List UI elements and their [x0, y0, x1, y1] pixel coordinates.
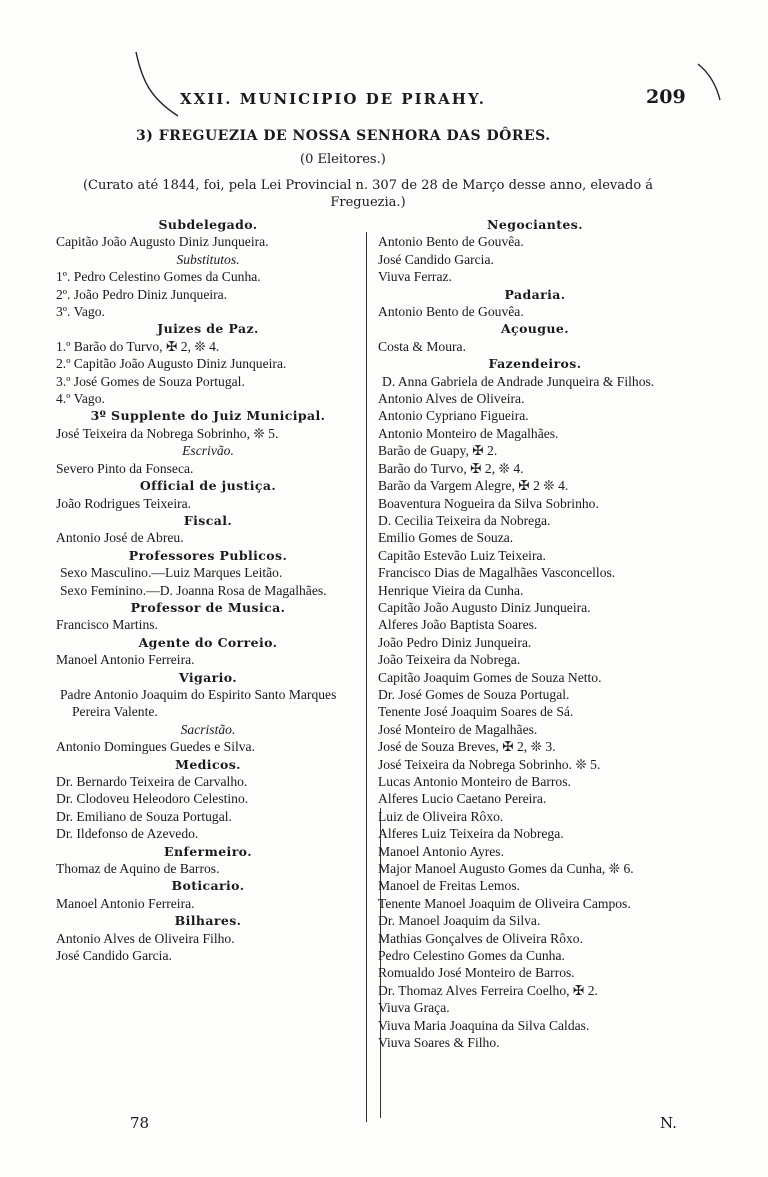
list-item: Capitão Joaquim Gomes de Souza Netto.	[378, 669, 602, 685]
list-item: José Candido Garcia.	[378, 251, 494, 267]
list-item: 2º. João Pedro Diniz Junqueira.	[56, 286, 228, 302]
list-item: Francisco Martins.	[56, 617, 158, 633]
list-item: Henrique Vieira da Cunha.	[378, 582, 524, 598]
list-item: Viuva Graça.	[378, 1000, 450, 1016]
list-item: Mathias Gonçalves de Oliveira Rôxo.	[378, 930, 583, 946]
list-item: José Monteiro de Magalhães.	[378, 721, 538, 737]
list-item: Romualdo José Monteiro de Barros.	[378, 965, 575, 981]
section-heading: Subdelegado.	[158, 217, 258, 232]
list-item: Manoel de Freitas Lemos.	[378, 878, 520, 894]
section-heading: 3º Supplente do Juiz Municipal.	[90, 408, 326, 424]
list-item: Boaventura Nogueira da Silva Sobrinho.	[378, 495, 599, 511]
list-item: Alferes Lucio Caetano Pereira.	[378, 791, 547, 807]
list-item: José Candido Garcia.	[56, 948, 172, 964]
list-item: Manoel Antonio Ayres.	[378, 843, 504, 859]
section-heading: Boticario.	[171, 878, 245, 894]
signature-letter: N.	[660, 1114, 677, 1132]
list-item: João Pedro Diniz Junqueira.	[378, 634, 532, 650]
list-item: Viuva Soares & Filho.	[378, 1035, 500, 1051]
list-item: José Teixeira da Nobrega Sobrinho, ❊ 5.	[56, 425, 279, 441]
list-item: Capitão Estevão Luiz Teixeira.	[378, 547, 546, 563]
list-item: Costa & Moura.	[378, 338, 466, 354]
section-heading: Professor de Musica.	[130, 599, 286, 615]
list-item: Pedro Celestino Gomes da Cunha.	[378, 948, 565, 964]
list-item: Sexo Feminino.—D. Joanna Rosa de Magalhães.	[60, 582, 327, 598]
list-item: José Teixeira da Nobrega Sobrinho. ❊ 5.	[378, 756, 601, 772]
list-item: Dr. Emiliano de Souza Portugal.	[56, 808, 232, 824]
list-item: Viuva Maria Joaquina da Silva Caldas.	[378, 1017, 590, 1033]
list-item: Capitão João Augusto Diniz Junqueira.	[378, 599, 591, 615]
subsection-heading: Substitutos.	[176, 251, 240, 267]
list-item: Manoel Antonio Ferreira.	[56, 652, 195, 668]
pen-mark-right	[696, 62, 726, 102]
list-item: Lucas Antonio Monteiro de Barros.	[378, 774, 571, 789]
list-item: Dr. Clodoveu Heleodoro Celestino.	[56, 791, 249, 807]
running-head: XXII. MUNICIPIO DE PIRAHY.	[180, 90, 486, 108]
list-item: 1º. Pedro Celestino Gomes da Cunha.	[56, 269, 261, 285]
section-title: 3) FREGUEZIA DE NOSSA SENHORA DAS DÔRES.	[136, 128, 551, 144]
list-item: D. Cecilia Teixeira da Nobrega.	[378, 512, 551, 528]
list-item: Dr. Bernardo Teixeira de Carvalho.	[56, 774, 248, 789]
section-heading: Enfermeiro.	[164, 843, 252, 859]
right-column	[370, 216, 700, 1052]
list-item: Tenente José Joaquim Soares de Sá.	[378, 704, 574, 720]
list-item: Antonio Cypriano Figueira.	[378, 408, 529, 424]
list-item: João Teixeira da Nobrega.	[378, 652, 521, 668]
section-heading: Fiscal.	[183, 512, 233, 528]
signature-number: 78	[130, 1114, 150, 1132]
list-item: Dr. Thomaz Alves Ferreira Coelho, ✠ 2.	[378, 982, 598, 998]
section-heading: Official de justiça.	[139, 478, 277, 494]
list-item: 2.º Capitão João Augusto Diniz Junqueira.	[56, 356, 287, 372]
list-item: 4.º Vago.	[56, 391, 105, 407]
list-item: Dr. José Gomes de Souza Portugal.	[378, 686, 570, 702]
list-item: 1.º Barão do Turvo, ✠ 2, ❊ 4.	[56, 338, 220, 354]
section-heading: Medicos.	[175, 756, 241, 772]
list-item: Francisco Dias de Magalhães Vasconcellos.	[378, 565, 616, 581]
section-heading: Padaria.	[504, 286, 566, 302]
list-item: Luiz de Oliveira Rôxo.	[378, 808, 504, 824]
list-item: Antonio Bento de Gouvêa.	[378, 304, 524, 320]
section-heading: Fazendeiros.	[488, 356, 582, 372]
list-item: Padre Antonio Joaquim do Espirito Santo Marques Pereira Valente.	[60, 686, 337, 720]
section-heading: Vigario.	[178, 669, 238, 685]
list-item: Capitão João Augusto Diniz Junqueira.	[56, 234, 269, 250]
list-item: Sexo Masculino.—Luiz Marques Leitão.	[60, 565, 283, 581]
list-item: Antonio Alves de Oliveira.	[378, 391, 525, 407]
list-item: D. Anna Gabriela de Andrade Junqueira & Filhos.	[382, 373, 655, 389]
list-item: Antonio José de Abreu.	[56, 530, 184, 546]
list-item: 3º. Vago.	[56, 304, 105, 320]
subsection-heading: Sacristão.	[180, 721, 236, 737]
list-item: Major Manoel Augusto Gomes da Cunha, ❊ 6.	[378, 861, 634, 877]
list-item: Viuva Ferraz.	[378, 269, 452, 285]
page-number: 209	[646, 86, 686, 108]
list-item: Barão da Vargem Alegre, ✠ 2 ❊ 4.	[378, 478, 569, 494]
section-heading: Açougue.	[500, 321, 570, 337]
list-item: José de Souza Breves, ✠ 2, ❊ 3.	[378, 739, 556, 755]
list-item: Barão do Turvo, ✠ 2, ❊ 4.	[378, 460, 524, 476]
list-item: Severo Pinto da Fonseca.	[56, 460, 194, 476]
section-heading: Negociantes.	[487, 217, 583, 232]
list-item: Dr. Manoel Joaquim da Silva.	[378, 913, 541, 929]
section-heading: Agente do Correio.	[138, 634, 278, 650]
list-item: Antonio Domingues Guedes e Silva.	[56, 739, 255, 755]
list-item: Antonio Alves de Oliveira Filho.	[56, 930, 235, 946]
list-item: Antonio Bento de Gouvêa.	[378, 234, 524, 250]
list-item: Barão de Guapy, ✠ 2.	[378, 443, 498, 459]
subsection-heading: Escrivão.	[182, 443, 234, 459]
left-column	[48, 216, 368, 964]
section-heading: Juizes de Paz.	[157, 321, 259, 337]
pen-mark-left	[128, 50, 188, 120]
list-item: 3.º José Gomes de Souza Portugal.	[56, 373, 245, 389]
list-item: Dr. Ildefonso de Azevedo.	[56, 826, 199, 842]
list-item: Thomaz de Aquino de Barros.	[56, 861, 220, 877]
electors-count: (0 Eleitores.)	[300, 152, 386, 167]
intro-note: (Curato até 1844, foi, pela Lei Provincial n. 307 de 28 de Março desse anno, elevado á Freguezia.)	[82, 178, 654, 210]
section-heading: Professores Publicos.	[128, 547, 288, 563]
list-item: Emilio Gomes de Souza.	[378, 530, 514, 546]
list-item: Alferes Luiz Teixeira da Nobrega.	[378, 826, 564, 842]
list-item: João Rodrigues Teixeira.	[56, 495, 192, 511]
list-item: Tenente Manoel Joaquim de Oliveira Campos.	[378, 895, 631, 911]
list-item: Manoel Antonio Ferreira.	[56, 895, 195, 911]
section-heading: Bilhares.	[174, 913, 242, 929]
list-item: Alferes João Baptista Soares.	[378, 617, 538, 633]
list-item: Antonio Monteiro de Magalhães.	[378, 425, 559, 441]
